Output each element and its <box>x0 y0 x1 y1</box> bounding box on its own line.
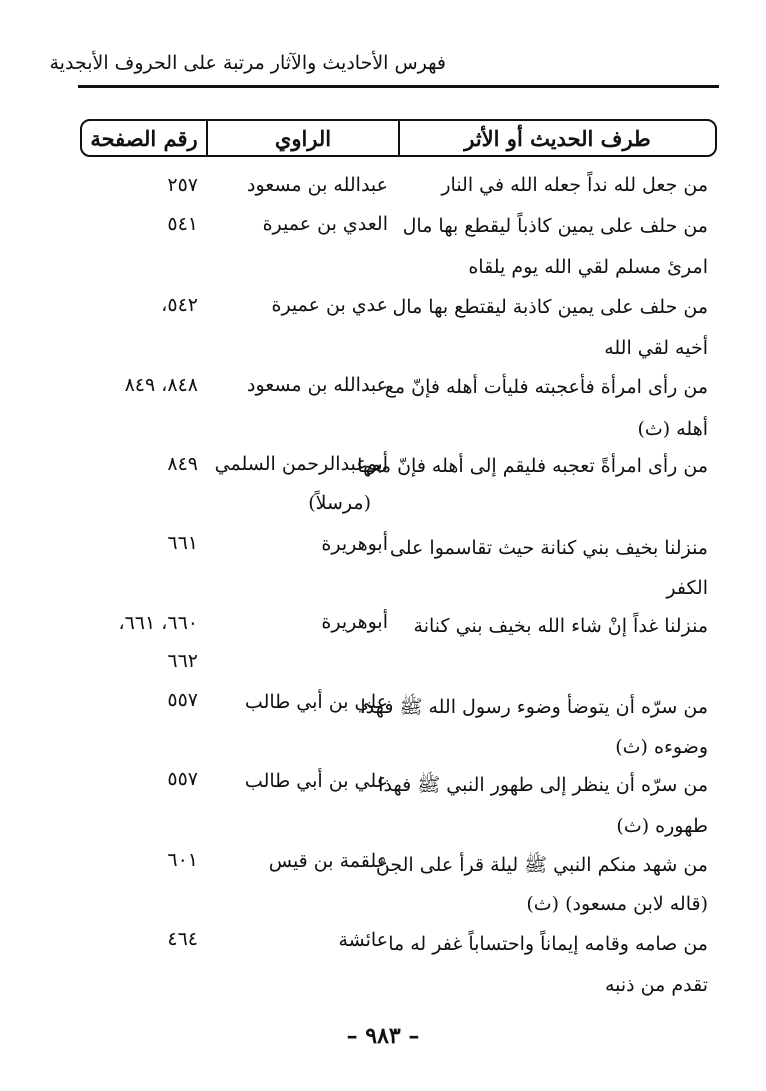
column-header-narrator: الراوي <box>206 121 398 155</box>
hadith-text: من صامه وقامه إيماناً واحتساباً غفر له ما <box>388 933 708 955</box>
column-header <box>80 119 717 157</box>
hadith-text-cont: وضوءه (ث) <box>615 736 708 758</box>
hadith-text: من رأى امرأةً تعجبه فليقم إلى أهله فإنّ معها <box>357 455 708 477</box>
hadith-text-cont: (قاله لابن مسعود) (ث) <box>526 893 708 915</box>
hadith-text-cont: أخيه لقي الله <box>604 337 708 359</box>
narrator: أبوهريرة <box>321 533 388 555</box>
hadith-text: من رأى امرأة فأعجبته فليأت أهله فإنّ مع <box>384 376 708 398</box>
hadith-text: منزلنا غداً إنْ شاء الله بخيف بني كنانة <box>413 615 708 637</box>
narrator: عائشة <box>338 929 388 951</box>
page-ref: ٦٦٠، ٦٦١، <box>118 612 198 634</box>
narrator: عدي بن عميرة <box>271 294 388 316</box>
page-ref: ٦٦١ <box>167 532 198 554</box>
narrator-note: (مرسلاً) <box>308 492 371 514</box>
narrator: عبدالله بن مسعود <box>247 174 388 196</box>
page-ref: ٨٤٩ <box>167 453 198 475</box>
hadith-text: من حلف على يمين كاذبة ليقتطع بها مال <box>392 296 708 318</box>
header-rule <box>78 85 719 88</box>
hadith-text: من حلف على يمين كاذباً ليقطع بها مال <box>402 215 708 237</box>
column-header-hadith: طرف الحديث أو الأثر <box>398 121 715 155</box>
page-ref-cont: ٦٦٢ <box>167 650 198 672</box>
page-ref: ٥٤٢، <box>161 294 198 316</box>
page-ref: ٦٠١ <box>167 849 198 871</box>
running-head: فهرس الأحاديث والآثار مرتبة على الحروف الأبجدية <box>49 52 446 74</box>
narrator: أبوهريرة <box>321 611 388 633</box>
hadith-text: من سرّه أن يتوضأ وضوء رسول الله ﷺ فهذا <box>360 696 708 718</box>
page-ref: ٥٤١ <box>167 213 198 235</box>
page-ref: ٥٥٧ <box>167 689 198 711</box>
hadith-text: من شهد منكم النبي ﷺ ليلة قرأ على الجنّ <box>375 854 708 876</box>
page-ref: ٢٥٧ <box>167 174 198 196</box>
hadith-text-cont: أهله (ث) <box>637 418 708 440</box>
hadith-text-cont: طهوره (ث) <box>616 815 708 837</box>
narrator: علي بن أبي طالب <box>244 770 388 792</box>
page-ref: ٤٦٤ <box>167 928 198 950</box>
page-ref: ٨٤٨، ٨٤٩ <box>124 374 198 396</box>
narrator: عبدالله بن مسعود <box>247 374 388 396</box>
column-header-page: رقم الصفحة <box>90 125 198 151</box>
narrator: أبوعبدالرحمن السلمي <box>214 453 388 475</box>
hadith-text: منزلنا بخيف بني كنانة حيث تقاسموا على <box>389 537 708 559</box>
hadith-text-cont: الكفر <box>666 577 708 599</box>
hadith-text-cont: امرئ مسلم لقي الله يوم يلقاه <box>468 256 708 278</box>
page-number: – ٩٨٣ – <box>346 1023 420 1049</box>
hadith-text: من سرّه أن ينظر إلى طهور النبي ﷺ فهذا <box>378 774 708 796</box>
narrator: علقمة بن قيس <box>268 850 388 872</box>
hadith-text-cont: تقدم من ذنبه <box>604 974 708 996</box>
narrator: العدي بن عميرة <box>262 213 388 235</box>
page-ref: ٥٥٧ <box>167 768 198 790</box>
narrator: علي بن أبي طالب <box>244 691 388 713</box>
hadith-text: من جعل لله نداً جعله الله في النار <box>441 174 708 196</box>
